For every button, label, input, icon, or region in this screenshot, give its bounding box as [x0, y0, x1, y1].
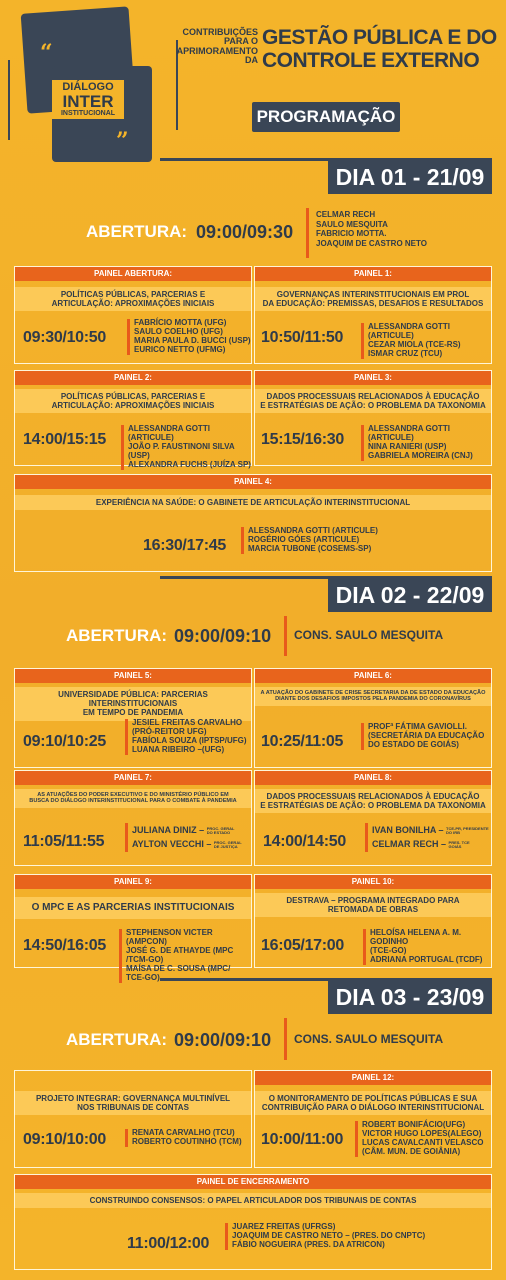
speaker-name: ROBERTO COUTINHO (TCM) — [132, 1136, 242, 1146]
panel-4 — [14, 474, 492, 572]
panel-title — [15, 287, 251, 311]
speaker-name: JOÃO P. FAUSTINONI SILVA (USP) — [128, 441, 235, 460]
speaker-list — [125, 823, 242, 852]
panel-header: PAINEL 9: — [15, 875, 251, 889]
panel-title-line: E ESTRATÉGIAS DE AÇÃO: O PROBLEMA DA TAXONOMIA — [260, 401, 486, 411]
speaker-role-line: TCE-PR, PRESIDENTE — [446, 825, 489, 831]
speaker-name: FÁBIO NOGUEIRA (PRES. DA ATRICON) — [232, 1239, 385, 1249]
panel-title — [15, 687, 251, 721]
speaker-name: ALESSANDRA GOTTI (ARTICULE) — [368, 322, 450, 340]
speaker-name: DO ESTADO DE GOIÁS) — [368, 739, 459, 749]
panel-header: PAINEL 3: — [255, 371, 491, 385]
panel-title-line: PROJETO INTEGRAR: GOVERNANÇA MULTINÍVEL — [35, 1094, 231, 1103]
speaker-name: IVAN BONILHA – — [372, 825, 444, 835]
speaker-name: SAULO MESQUITA — [316, 219, 388, 229]
speaker-entry — [372, 837, 489, 851]
speaker-name: ADRIANA PORTUGAL (TCDF) — [370, 954, 483, 964]
speaker-name: (CÂM. MUN. DE GOIÂNIA) — [362, 1146, 461, 1156]
panel-header: PAINEL 6: — [255, 669, 491, 683]
panel-header: PAINEL 2: — [15, 371, 251, 385]
panel-title-line: AS ATUAÇÕES DO PODER EXECUTIVO E DO MINISTÉRIO PÚBLICO EM — [37, 792, 229, 798]
logo-line-2: INTER — [62, 92, 114, 111]
panel-title-line: DA EDUCAÇÃO: PREMISSAS, DESAFIOS E RESULTADOS — [262, 299, 484, 309]
speaker-entry — [372, 823, 489, 837]
panel-title — [255, 893, 491, 917]
panel-title-line: DIANTE DOS DESAFIOS IMPOSTOS PELA PANDEMIA DO CORONAVÍRUS — [275, 696, 471, 703]
panel-title-line: UNIVERSIDADE PÚBLICA: PARCERIAS INTERINSTITUCIONAIS — [58, 690, 208, 709]
panel-10 — [254, 874, 492, 968]
panel-title — [15, 389, 251, 413]
panel-time: 14:00/15:15 — [23, 431, 106, 448]
speaker-list — [361, 323, 491, 359]
speaker-name: SAULO COELHO (UFG) — [134, 326, 223, 336]
abertura-names — [294, 628, 443, 642]
panel-time: 16:30/17:45 — [143, 537, 226, 554]
panel-12 — [254, 1070, 492, 1168]
panel-title — [255, 389, 491, 413]
panel-header: PAINEL 5: — [15, 669, 251, 683]
speaker-role-line: DE JUSTIÇA — [213, 844, 238, 850]
panel-time: 09:10/10:25 — [23, 733, 106, 750]
speaker-name: JOAQUIM DE CASTRO NETO – (PRES. DO CNPTC) — [232, 1230, 426, 1240]
panel-title-line: EXPERIÊNCIA NA SAÚDE: O GABINETE DE ARTICULAÇÃO INTERINSTITUCIONAL — [95, 498, 411, 507]
abertura-label — [66, 1030, 167, 1050]
panel-title — [15, 789, 251, 808]
speaker-name: STEPHENSON VICTER (AMPCON) — [126, 928, 213, 946]
panel-abertura — [14, 266, 252, 364]
speaker-name: ROBERT BONIFÁCIO(UFG) — [362, 1120, 466, 1129]
panel-header: PAINEL 12: — [255, 1071, 491, 1085]
panel-title-line: DESTRAVA – PROGRAMA INTEGRADO PARA — [286, 896, 460, 905]
speaker-name: JOSÉ G. DE ATHAYDE (MPC /TCM-GO) — [126, 945, 234, 964]
day-3-label: DIA 03 - 23/09 — [328, 980, 492, 1014]
panel-title-line: POLÍTICAS PÚBLICAS, PARCERIAS E — [60, 392, 206, 401]
panel-header: PAINEL 4: — [15, 475, 491, 489]
panel-time: 11:05/11:55 — [23, 833, 105, 850]
page-title — [262, 26, 497, 72]
speaker-list — [225, 1223, 425, 1250]
speaker-name: JUAREZ FREITAS (UFRGS) — [232, 1222, 336, 1231]
speaker-list — [363, 929, 491, 965]
speaker-name: RENATA CARVALHO (TCU) — [132, 1128, 235, 1137]
panel-header: PAINEL DE ENCERRAMENTO — [15, 1175, 491, 1189]
abertura-time: 09:00/09:10 — [174, 1030, 272, 1050]
speaker-name: PROFª FÁTIMA GAVIOLLI. — [368, 722, 467, 731]
speaker-name: JOAQUIM DE CASTRO NETO — [316, 238, 427, 248]
speaker-name: (PRÓ-REITOR UFG) — [132, 726, 207, 736]
panel-title-line: GOVERNANÇAS INTERINSTITUCIONAIS EM PROL — [276, 290, 470, 299]
speaker-name: ALESSANDRA GOTTI (ARTICULE) — [128, 424, 210, 442]
abertura-time: 09:00/09:30 — [196, 222, 294, 242]
panel-header-spacer — [15, 1071, 251, 1085]
panel-time: 15:15/16:30 — [261, 431, 344, 448]
panel-title-line: O MPC E AS PARCERIAS INSTITUCIONAIS — [31, 902, 235, 913]
panel-5 — [14, 668, 252, 768]
panel-title-line: A ATUAÇÃO DO GABINETE DE CRISE SECRETARIA DA DE ESTADO DA EDUCAÇÃO — [260, 690, 486, 696]
speaker-role — [207, 827, 235, 835]
subtitle-line: PARA O — [223, 36, 258, 47]
speaker-role — [449, 841, 470, 849]
speaker-list — [361, 425, 491, 461]
speaker-name: GABRIELA MOREIRA (CNJ) — [368, 450, 473, 460]
speaker-name: HELOÍSA HELENA A. M. GODINHO — [370, 928, 462, 946]
speaker-name: FABRÍCIO MOTTA (UFG) — [134, 318, 227, 327]
speaker-name: MARCIA TUBONE (COSEMS-SP) — [248, 543, 372, 553]
day-2-label: DIA 02 - 22/09 — [328, 578, 492, 612]
logo — [52, 80, 124, 119]
speaker-role-line: DO ESTADO — [206, 829, 231, 835]
speaker-name: LUCAS CAVALCANTI VELASCO — [362, 1137, 484, 1147]
panel-7 — [14, 770, 252, 866]
speaker-name: AYLTON VECCHI – — [132, 839, 212, 850]
panel-title-line: NOS TRIBUNAIS DE CONTAS — [77, 1103, 189, 1113]
logo-line-3: INSTITUCIONAL — [60, 110, 116, 117]
panel-header: PAINEL 8: — [255, 771, 491, 785]
abertura-names — [294, 1032, 443, 1046]
panel-time: 09:30/10:50 — [23, 329, 106, 346]
panel-header: PAINEL ABERTURA: — [15, 267, 251, 281]
panel-time: 16:05/17:00 — [261, 937, 344, 954]
panel-title-line: EM TEMPO DE PANDEMIA — [82, 708, 184, 718]
title-line: GESTÃO PÚBLICA E DO — [262, 26, 497, 49]
abertura-text: ABERTURA: — [66, 626, 168, 645]
speaker-name: ISMAR CRUZ (TCU) — [368, 348, 443, 358]
panel-title-line: CONSTRUINDO CONSENSOS: O PAPEL ARTICULADOR DOS TRIBUNAIS DE CONTAS — [89, 1196, 417, 1205]
panel-time: 11:00/12:00 — [127, 1235, 210, 1252]
panel-11 — [14, 1070, 252, 1168]
abertura-names — [316, 210, 427, 248]
divider-line — [284, 1018, 287, 1060]
speaker-list — [365, 823, 489, 852]
speaker-list — [127, 319, 251, 355]
speaker-name: NINA RANIERI (USP) — [368, 441, 447, 451]
panel-title-line: DADOS PROCESSUAIS RELACIONADOS À EDUCAÇÃO — [266, 392, 480, 401]
speaker-list — [355, 1121, 483, 1157]
panel-1 — [254, 266, 492, 364]
panel-title — [15, 1193, 491, 1208]
panel-title-line: O MONITORAMENTO DE POLÍTICAS PÚBLICAS E SUA — [268, 1094, 478, 1103]
panel-time: 14:00/14:50 — [263, 833, 346, 850]
speaker-role — [446, 827, 489, 835]
speaker-name: EURICO NETTO (UFMG) — [134, 344, 226, 354]
panel-title-line: POLÍTICAS PÚBLICAS, PARCERIAS E — [60, 290, 206, 299]
speaker-role-line: PROC. GERAL — [213, 840, 242, 846]
abertura-time: 09:00/09:10 — [174, 626, 272, 646]
panel-8 — [254, 770, 492, 866]
subtitle-line: APRIMORAMENTO — [176, 45, 258, 56]
logo-arrow-line — [8, 60, 10, 140]
speaker-role-line: PROC. GERAL — [206, 825, 235, 831]
speaker-list — [361, 723, 484, 750]
subtitle-line: DA — [245, 55, 258, 66]
speaker-entry — [132, 823, 242, 837]
speaker-list — [125, 719, 247, 755]
speaker-name: ALESSANDRA GOTTI (ARTICULE) — [368, 424, 450, 442]
speaker-name: FABÍOLA SOUZA (IPTSP/UFG) — [132, 735, 247, 745]
speaker-name: MARIA PAULA D. BUCCI (USP) — [134, 335, 251, 345]
speaker-role-line: PRES. TCE — [448, 840, 470, 846]
speaker-name: CELMAR RECH — [316, 210, 376, 219]
panel-title-line: RETOMADA DE OBRAS — [327, 905, 419, 915]
panel-title — [15, 1091, 251, 1115]
day-1-label: DIA 01 - 21/09 — [328, 160, 492, 194]
panel-title-line: CONTRIBUIÇÃO PARA O DIÁLOGO INTERINSTITUCIONAL — [261, 1103, 485, 1113]
panel-2 — [14, 370, 252, 469]
speaker-name: JESIEL FREITAS CARVALHO — [132, 718, 243, 727]
programacao-banner: PROGRAMAÇÃO — [252, 102, 400, 132]
panel-time: 10:00/11:00 — [261, 1131, 344, 1148]
panel-title — [15, 495, 491, 510]
panel-title — [255, 687, 491, 706]
abertura-label — [86, 222, 187, 242]
subtitle — [176, 28, 258, 66]
logo-line-1: DIÁLOGO — [62, 81, 114, 93]
panel-header: PAINEL 7: — [15, 771, 251, 785]
quote-close-icon: ” — [116, 128, 129, 154]
speaker-name: CEZAR MIOLA (TCE-RS) — [368, 339, 461, 349]
quote-open-icon: “ — [40, 40, 53, 66]
speaker-name: (TCE-GO) — [370, 945, 407, 955]
panel-title-line: ARTICULAÇÃO: APROXIMAÇÕES INICIAIS — [51, 401, 215, 411]
speaker-name: CONS. SAULO MESQUITA — [294, 628, 444, 642]
panel-9 — [14, 874, 252, 982]
speaker-name: MAÍSA DE C. SOUSA (MPC/ TCE-GO) — [126, 963, 231, 982]
speaker-list — [119, 929, 251, 983]
speaker-name: CONS. SAULO MESQUITA — [294, 1032, 444, 1046]
panel-time: 09:10/10:00 — [23, 1131, 106, 1148]
speaker-name: ALEXANDRA FUCHS (JUÍZA SP) — [128, 459, 251, 469]
speaker-name: VICTOR HUGO LOPES(ALEGO) — [362, 1128, 482, 1138]
panel-time: 10:25/11:05 — [261, 733, 344, 750]
panel-6 — [254, 668, 492, 768]
divider-line — [284, 616, 287, 656]
abertura-text: ABERTURA: — [66, 1030, 168, 1049]
divider-line — [306, 208, 309, 258]
panel-title — [255, 1091, 491, 1115]
speaker-role-line: GOIÁS — [448, 844, 462, 850]
speaker-list — [125, 1129, 242, 1147]
title-line: CONTROLE EXTERNO — [262, 49, 480, 73]
speaker-list — [241, 527, 378, 554]
speaker-name: LUANA RIBEIRO –(UFG) — [132, 744, 225, 754]
speaker-list — [121, 425, 251, 470]
panel-title-line: ARTICULAÇÃO: APROXIMAÇÕES INICIAIS — [51, 299, 215, 309]
speaker-role-line: DO IRB — [446, 829, 461, 835]
speaker-name: CELMAR RECH – — [372, 839, 447, 850]
speaker-name: FABRICIO MOTTA. — [316, 229, 387, 239]
speaker-entry — [132, 837, 242, 851]
panel-time: 14:50/16:05 — [23, 937, 106, 954]
panel-3 — [254, 370, 492, 466]
speaker-name: ALESSANDRA GOTTI (ARTICULE) — [248, 526, 378, 535]
abertura-text: ABERTURA: — [86, 222, 188, 241]
panel-title — [15, 897, 251, 919]
panel-encerramento — [14, 1174, 492, 1270]
panel-title-line: E ESTRATÉGIAS DE AÇÃO: O PROBLEMA DA TAXONOMIA — [260, 801, 486, 811]
panel-time: 10:50/11:50 — [261, 329, 344, 346]
panel-title — [255, 287, 491, 311]
abertura-label — [66, 626, 167, 646]
subtitle-line: CONTRIBUIÇÕES — [182, 27, 258, 37]
panel-header: PAINEL 10: — [255, 875, 491, 889]
speaker-name: (SECRETÁRIA DA EDUCAÇÃO — [368, 730, 485, 740]
panel-title-line: BUSCA DO DIÁLOGO INTERINSTITUCIONAL PARA O COMBATE À PANDEMIA — [29, 798, 237, 805]
panel-title — [255, 789, 491, 813]
speaker-role — [214, 841, 242, 849]
speaker-name: JULIANA DINIZ – — [132, 825, 205, 835]
panel-header: PAINEL 1: — [255, 267, 491, 281]
speaker-name: ROGÉRIO GÓES (ARTICULE) — [248, 534, 360, 544]
panel-title-line: DADOS PROCESSUAIS RELACIONADOS À EDUCAÇÃO — [266, 792, 480, 801]
